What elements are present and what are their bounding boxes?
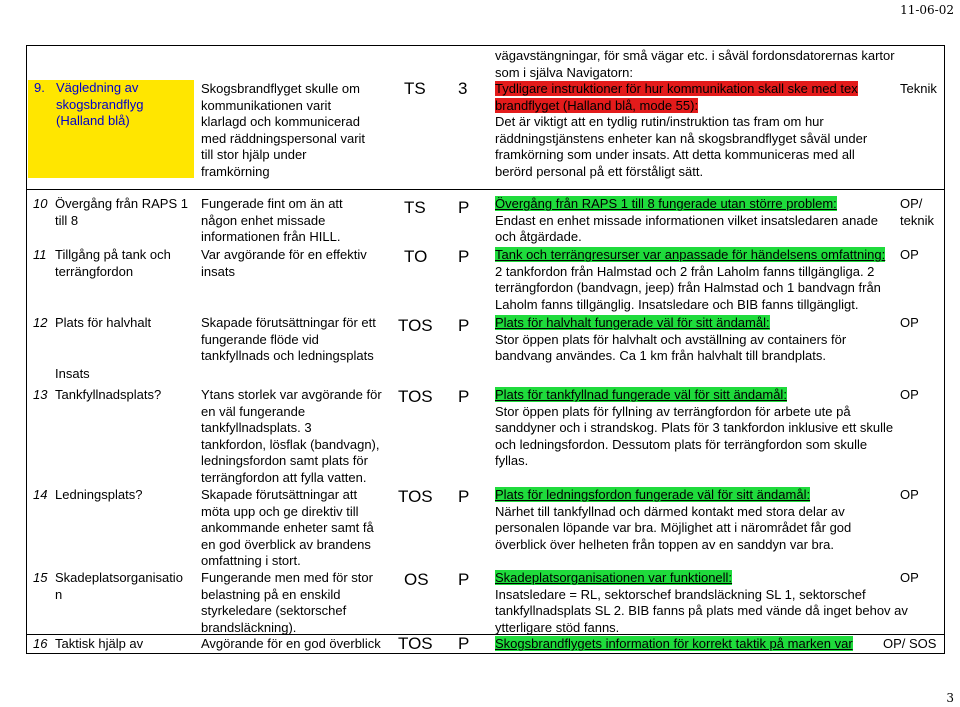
table-right-border bbox=[944, 45, 945, 654]
row10-highlight: Övergång från RAPS 1 till 8 fungerade utan större problem: bbox=[495, 196, 837, 211]
row10-code: TS bbox=[404, 198, 426, 217]
row11-description: Var avgörande för en effektiv insats bbox=[201, 247, 367, 279]
row13-highlight: Plats för tankfyllnad fungerade väl för sitt ändamål: bbox=[495, 387, 787, 402]
row16-finding bbox=[495, 636, 853, 653]
table-left-border bbox=[26, 45, 27, 654]
row15-description: Fungerande men med för stor belastning på en enskild styrkeledare (sektorschef brandsläckning). bbox=[201, 570, 373, 635]
row14-description: Skapade förutsättningar att möta upp och ge direktiv till ankommande enheter samt få en god överblick av brandens omfattning i stort. bbox=[201, 487, 374, 569]
row16-description: Avgörande för en god överblick bbox=[201, 636, 381, 651]
row14-grade: P bbox=[458, 487, 470, 506]
row12-finding: Plats för halvhalt fungerade väl för sitt ändamål: Stor öppen plats för halvhalt och avställning av containers för bandvang användes. Ca 1 km från halvhalt till brandplats. bbox=[495, 315, 847, 364]
row11-owner: OP bbox=[900, 247, 919, 262]
row10-title: Övergång från RAPS 1 till 8 bbox=[55, 196, 188, 228]
row15-owner: OP bbox=[900, 570, 919, 585]
row9-description: Skogsbrandflyget skulle om kommunikationen varit klarlagd och kommunicerad med räddningspersonal varit till stor hjälp under framkörning bbox=[201, 81, 366, 179]
row16-number: 16 bbox=[33, 636, 48, 651]
row9-highlight-line1: Tydligare instruktioner för hur kommunikation skall ske med tex bbox=[495, 81, 858, 96]
row9-highlight-line2: brandflyget (Halland blå, mode 55): bbox=[495, 97, 699, 113]
row10-number: 10 bbox=[33, 196, 48, 211]
row15-finding: Skadeplatsorganisationen var funktionell: Insatsledare = RL, sektorschef brandsläckning SL 1, sektorschef tankfyllnadsplats SL 2. BIB fanns på plats med vände då inget behov av ytterligare stöd fanns. bbox=[495, 570, 908, 635]
row12-owner: OP bbox=[900, 315, 919, 330]
section-insats-label: Insats bbox=[55, 366, 90, 381]
row10-description: Fungerade fint om än att någon enhet missade informationen från HILL. bbox=[201, 196, 343, 245]
row15-number: 15 bbox=[33, 570, 48, 585]
row9-owner: Teknik bbox=[900, 81, 937, 96]
row13-code: TOS bbox=[398, 387, 433, 406]
row10-finding: Övergång från RAPS 1 till 8 fungerade utan större problem: Endast en enhet missade informationen vilket insatsledaren anade och åtgärdade. bbox=[495, 196, 879, 245]
row16-title: Taktisk hjälp av bbox=[55, 636, 144, 651]
row13-number: 13 bbox=[33, 387, 48, 402]
row12-title: Plats för halvhalt bbox=[55, 315, 152, 330]
row15-title: Skadeplatsorganisatio n bbox=[55, 570, 183, 602]
row14-title: Ledningsplats? bbox=[55, 487, 143, 502]
row14-finding: Plats för ledningsfordon fungerade väl för sitt ändamål: Närhet till tankfyllnad och därmed kontakt med stora delar av personalen löpande var bra. Möjlighet att i närområdet får god överblick över helheten från toppen av en sanddyn var bra. bbox=[495, 487, 852, 552]
row12-code: TOS bbox=[398, 316, 433, 335]
row12-grade: P bbox=[458, 316, 470, 335]
table-bottom-border bbox=[26, 653, 945, 654]
header-date: 11-06-02 bbox=[900, 3, 954, 17]
row16-highlight: Skogsbrandflygets information för korrekt taktik på marken var bbox=[495, 636, 853, 651]
row9-yellow-block bbox=[28, 80, 194, 178]
table-top-border bbox=[26, 45, 945, 46]
row14-highlight: Plats för ledningsfordon fungerade väl för sitt ändamål: bbox=[495, 487, 811, 502]
row12-highlight: Plats för halvhalt fungerade väl för sitt ändamål: bbox=[495, 315, 770, 330]
top-cell-text: vägavstängningar, för små vägar etc. i såväl fordonsdatorernas kartor som i själva Navigatorn: bbox=[495, 48, 895, 80]
row15-highlight: Skadeplatsorganisationen var funktionell: bbox=[495, 570, 733, 585]
row9-number: 9. bbox=[34, 80, 45, 95]
row11-code: TO bbox=[404, 247, 428, 266]
row13-owner: OP bbox=[900, 387, 919, 402]
row16-grade: P bbox=[458, 634, 470, 653]
row11-grade: P bbox=[458, 247, 470, 266]
row12-description: Skapade förutsättningar för ett fungerande flöde vid tankfyllnads och ledningsplats bbox=[201, 315, 376, 364]
row9-finding: Tydligare instruktioner för hur kommunikation skall ske med tex brandflyget (Halland blå, mode 55): Det är viktigt att en tydlig rutin/instruktion tas fram om hur räddningstjänstens enheter kan nå skogsbrandflyget såväl under framkörning som under insats. Att detta kommuniceras med all berörd personal på ett förståligt sätt. bbox=[495, 81, 868, 179]
row12-number: 12 bbox=[33, 315, 48, 330]
row9-bottom-border bbox=[26, 189, 945, 190]
row13-grade: P bbox=[458, 387, 470, 406]
row11-highlight: Tank och terrängresurser var anpassade för händelsens omfattning: bbox=[495, 247, 886, 262]
row16-code: TOS bbox=[398, 634, 433, 653]
row9-title: Vägledning av skogsbrandflyg (Halland blå) bbox=[56, 80, 144, 129]
row14-owner: OP bbox=[900, 487, 919, 502]
row11-title: Tillgång på tank och terrängfordon bbox=[55, 247, 171, 279]
page-number: 3 bbox=[946, 691, 954, 705]
row15-grade: P bbox=[458, 570, 470, 589]
row13-title: Tankfyllnadsplats? bbox=[55, 387, 162, 402]
row14-number: 14 bbox=[33, 487, 48, 502]
row15-code: OS bbox=[404, 570, 429, 589]
row11-number: 11 bbox=[33, 247, 47, 262]
row10-owner: OP/ teknik bbox=[900, 196, 934, 228]
row13-description: Ytans storlek var avgörande för en väl fungerande tankfyllnadsplats. 3 tankfordon, lösflak (bandvagn), ledningsfordon samt plats för terrängfordon att fylla vatten. bbox=[201, 387, 382, 485]
row14-code: TOS bbox=[398, 487, 433, 506]
row11-finding: Tank och terrängresurser var anpassade för händelsens omfattning: 2 tankfordon från Halmstad och 2 från Laholm fanns tillgängliga. 2 terrängfordon (bandvagn, jeep) från Halmstad och 1 bandvagn från Laholm fanns tillgänglig. Insatsledare och BIB fanns tillgängligt. bbox=[495, 247, 886, 312]
row9-code: TS bbox=[404, 79, 426, 98]
row10-grade: P bbox=[458, 198, 470, 217]
row16-owner: OP/ SOS bbox=[883, 636, 937, 651]
row13-finding: Plats för tankfyllnad fungerade väl för sitt ändamål: Stor öppen plats för fyllning av terrängfordon för arbete ute på sanddyner och i strandskog. Plats för 3 tankfordon inklusive ett skulle och ledningsfordon. Dessutom plats för terrängfordon som skulle fyllas. bbox=[495, 387, 894, 469]
row9-grade: 3 bbox=[458, 79, 468, 98]
